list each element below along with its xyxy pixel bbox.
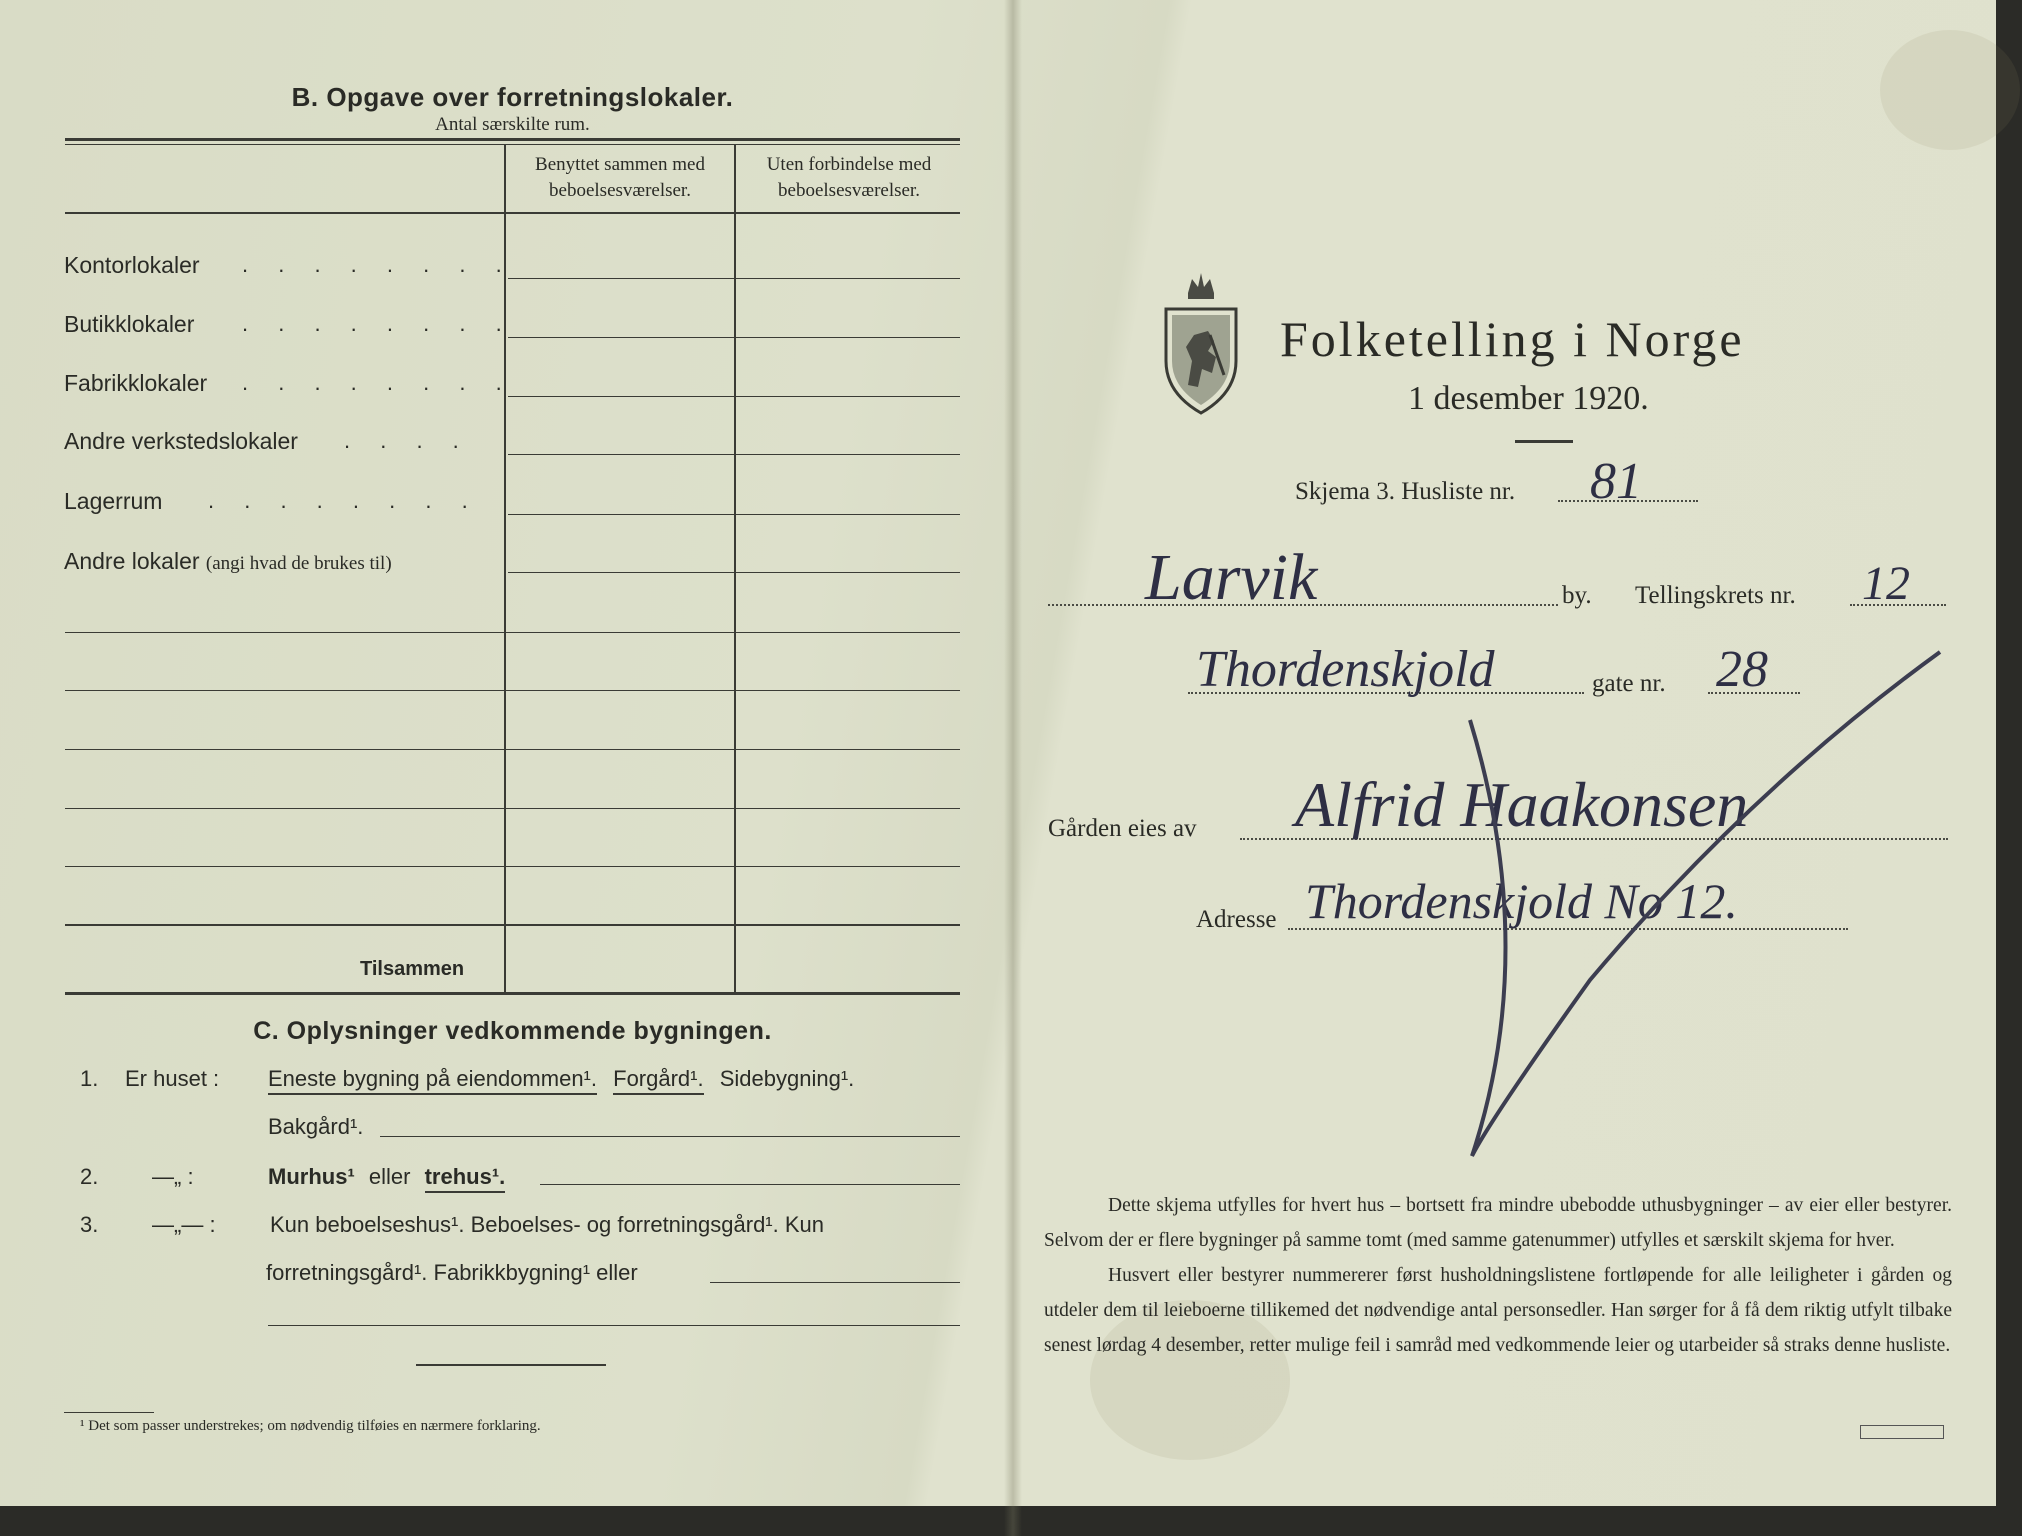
row-line xyxy=(508,454,960,455)
gate-nr-label: gate nr. xyxy=(1592,670,1666,697)
leader-dots: . . . . . . . . xyxy=(242,370,514,395)
question-1-label: Er huset : xyxy=(125,1066,220,1091)
row-label-andre-lokaler-text: Andre lokaler xyxy=(64,548,200,574)
page-fold xyxy=(1004,0,1022,1536)
answer-line xyxy=(710,1282,960,1283)
instructions-paragraph-1: Dette skjema utfylles for hvert hus – bortsett fra mindre ubebodde uthusbygninger – av eier eller bestyrer. Selvom der er flere bygninger på samme tomt (med samme gatenummer) utfylles et særskilt skjema for hver. xyxy=(1044,1195,1952,1251)
row-label-fabrikklokaler: Fabrikklokaler xyxy=(64,370,208,396)
tellingskrets-number: 12 xyxy=(1862,557,1910,610)
row-line xyxy=(65,690,960,691)
table-bottom-rule xyxy=(65,992,960,995)
row-line xyxy=(65,866,960,867)
leader-dots: . . . . . . . . xyxy=(242,311,514,336)
printer-stamp-mark xyxy=(1860,1425,1944,1439)
column-header-separate: Uten forbindelse med beboelsesværelser. xyxy=(766,154,932,201)
column-header-shared: Benyttet sammen med beboelsesværelser. xyxy=(535,154,705,201)
row-label-lagerrum: Lagerrum xyxy=(64,488,163,514)
option-eneste-bygning: Eneste bygning på eiendommen¹. xyxy=(268,1066,597,1095)
street-name: Thordenskjold xyxy=(1196,641,1495,698)
row-line xyxy=(65,749,960,750)
question-2-label: —„ : xyxy=(152,1164,194,1189)
question-3-line-2: forretningsgård¹. Fabrikkbygning¹ eller xyxy=(266,1260,638,1285)
question-2-options xyxy=(268,1164,505,1190)
scan-border xyxy=(1996,0,2022,1536)
option-sidebygning: Sidebygning¹. xyxy=(719,1066,855,1091)
table-header-rule xyxy=(65,212,960,214)
skjema-husliste-label: Skjema 3. Husliste nr. xyxy=(1295,478,1516,505)
option-or: eller xyxy=(368,1164,411,1189)
section-b-subtitle: Antal særskilte rum. xyxy=(435,114,590,135)
option-murhus: Murhus¹ xyxy=(268,1164,355,1189)
title-rule xyxy=(1515,440,1573,443)
leader-dots: . . . . . . . . xyxy=(242,252,514,277)
row-line xyxy=(508,514,960,515)
total-label: Tilsammen xyxy=(360,958,465,980)
question-3-line-1: Kun beboelseshus¹. Beboelses- og forretningsgård¹. Kun xyxy=(270,1212,825,1237)
section-c-title: C. Oplysninger vedkommende bygningen. xyxy=(253,1017,772,1045)
answer-line xyxy=(268,1325,960,1326)
question-3-number: 3. xyxy=(80,1212,99,1237)
question-2-number: 2. xyxy=(80,1164,99,1189)
tellingskrets-label: Tellingskrets nr. xyxy=(1635,582,1796,609)
footnote-rule xyxy=(64,1412,154,1413)
address-label: Adresse xyxy=(1196,906,1277,933)
gate-number: 28 xyxy=(1716,641,1768,698)
row-line xyxy=(65,632,960,633)
city-name: Larvik xyxy=(1145,541,1318,614)
by-label: by. xyxy=(1562,582,1592,609)
row-line xyxy=(508,572,960,573)
question-3-label: —„— : xyxy=(152,1212,216,1237)
instructions-text xyxy=(1044,1188,1952,1363)
row-line xyxy=(508,396,960,397)
row-label-kontorlokaler: Kontorlokaler xyxy=(64,252,200,278)
norwegian-coat-of-arms-icon xyxy=(1158,265,1244,415)
section-end-rule xyxy=(416,1364,606,1366)
option-bakgard: Bakgård¹. xyxy=(268,1114,364,1139)
owner-name: Alfrid Haakonsen xyxy=(1295,769,1749,840)
instructions-paragraph-2: Husvert eller bestyrer nummererer først husholdningslistene fortløpende for alle leiligheter i gården og utdeler dem til leieboerne tillikemed det nødvendige antal personsedler. Han sørger for å få dem riktig utfylt tilbake senest lørdag 4 desember, retter mulige feil i samråd med vedkommende leier og utarbeider så straks denne husliste. xyxy=(1044,1265,1952,1356)
row-label-note: (angi hvad de brukes til) xyxy=(205,553,392,574)
owner-label: Gården eies av xyxy=(1048,815,1197,842)
paper-stain xyxy=(1880,30,2020,150)
answer-line xyxy=(540,1184,960,1185)
row-label-andre-verkstedslokaler: Andre verkstedslokaler xyxy=(64,428,298,454)
question-1-options xyxy=(268,1066,854,1092)
table-top-rule xyxy=(65,144,960,145)
row-line xyxy=(508,278,960,279)
owner-address: Thordenskjold No 12. xyxy=(1305,873,1738,929)
table-top-rule xyxy=(65,138,960,141)
leader-dots: . . . . xyxy=(344,428,471,453)
husliste-number: 81 xyxy=(1590,453,1642,510)
footnote: ¹ Det som passer understrekes; om nødvendig tilføies en nærmere forklaring. xyxy=(80,1418,541,1434)
table-total-rule xyxy=(65,924,960,926)
section-b-title: B. Opgave over forretningslokaler. xyxy=(291,82,734,112)
census-date: 1 desember 1920. xyxy=(1408,380,1649,417)
question-1-number: 1. xyxy=(80,1066,99,1091)
row-line xyxy=(508,337,960,338)
row-label-butikklokaler: Butikklokaler xyxy=(64,311,195,337)
answer-line xyxy=(380,1136,960,1137)
option-forgard: Forgård¹. xyxy=(613,1066,703,1095)
option-trehus: trehus¹. xyxy=(425,1164,506,1193)
row-label-andre-lokaler xyxy=(64,548,392,575)
leader-dots: . . . . . . . . xyxy=(208,488,480,513)
pen-stroke-mark xyxy=(1450,650,1950,1170)
row-line xyxy=(65,808,960,809)
form-title: Folketelling i Norge xyxy=(1280,311,1745,367)
